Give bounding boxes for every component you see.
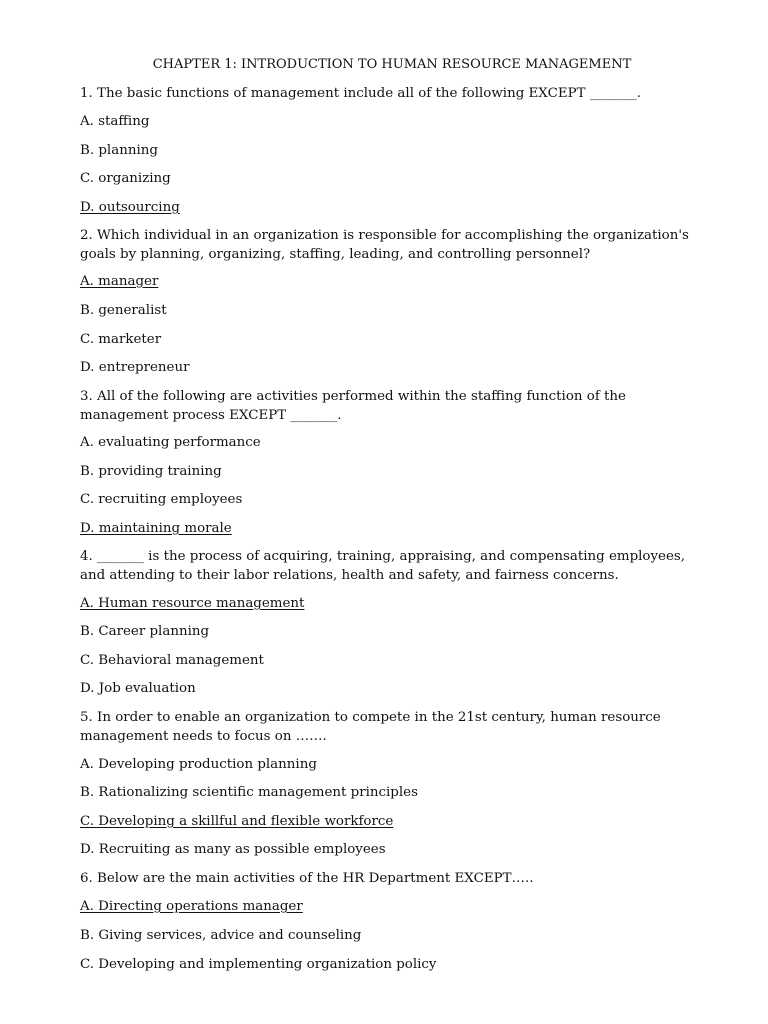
question-3-option-a: A. evaluating performance	[80, 435, 261, 450]
question-4-option-d: D. Job evaluation	[80, 681, 196, 696]
question-4-option-b: B. Career planning	[80, 624, 210, 639]
question-3-option-b: B. providing training	[80, 464, 222, 479]
question-6-prompt: 6. Below are the main activities of the HR Department EXCEPT…..	[80, 871, 534, 886]
question-1-option-c: C. organizing	[80, 171, 171, 186]
question-5-option-a: A. Developing production planning	[80, 757, 317, 772]
correct-answer-underline: D. maintaining morale	[80, 521, 232, 536]
question-5-option-c-correct	[80, 813, 700, 832]
question-5-option-d: D. Recruiting as many as possible employees	[80, 842, 386, 857]
question-1-prompt: 1. The basic functions of management include all of the following EXCEPT _______.	[80, 86, 641, 101]
correct-answer-underline: A. Human resource management	[80, 596, 305, 611]
correct-answer-underline: D. outsourcing	[80, 200, 180, 215]
question-2-prompt: 2. Which individual in an organization is responsible for accomplishing the organization's goals by planning, organizing, staffing, leading, and controlling personnel?	[80, 228, 689, 262]
question-6-option-c: C. Developing and implementing organization policy	[80, 957, 437, 972]
question-2-option-b: B. generalist	[80, 303, 167, 318]
question-3-prompt: 3. All of the following are activities performed within the staffing function of the management process EXCEPT _______.	[80, 389, 626, 423]
question-2-option-d: D. entrepreneur	[80, 360, 190, 375]
correct-answer-underline: A. Directing operations manager	[80, 899, 303, 914]
question-3-option-d-correct	[80, 520, 700, 539]
question-4-option-a-correct	[80, 595, 700, 614]
question-2-option-a-correct	[80, 273, 700, 292]
question-5-option-b: B. Rationalizing scientific management principles	[80, 785, 418, 800]
question-6-option-b: B. Giving services, advice and counseling	[80, 928, 362, 943]
question-1-option-d-correct	[80, 199, 700, 218]
correct-answer-underline: C. Developing a skillful and flexible workforce	[80, 814, 394, 829]
chapter-title: CHAPTER 1: INTRODUCTION TO HUMAN RESOURCE MANAGEMENT	[152, 57, 632, 72]
question-6-option-a-correct	[80, 898, 700, 917]
question-1-option-b: B. planning	[80, 143, 158, 158]
question-4-prompt: 4. _______ is the process of acquiring, training, appraising, and compensating employees, and attending to their labor relations, health and safety, and fairness concerns.	[80, 549, 686, 583]
question-2-option-c: C. marketer	[80, 332, 162, 347]
question-1-option-a: A. staffing	[80, 114, 150, 129]
question-3-option-c: C. recruiting employees	[80, 492, 243, 507]
question-4-option-c: C. Behavioral management	[80, 653, 264, 668]
correct-answer-underline: A. manager	[80, 274, 159, 289]
question-5-prompt: 5. In order to enable an organization to compete in the 21st century, human resource management needs to focus on …….	[80, 710, 661, 744]
